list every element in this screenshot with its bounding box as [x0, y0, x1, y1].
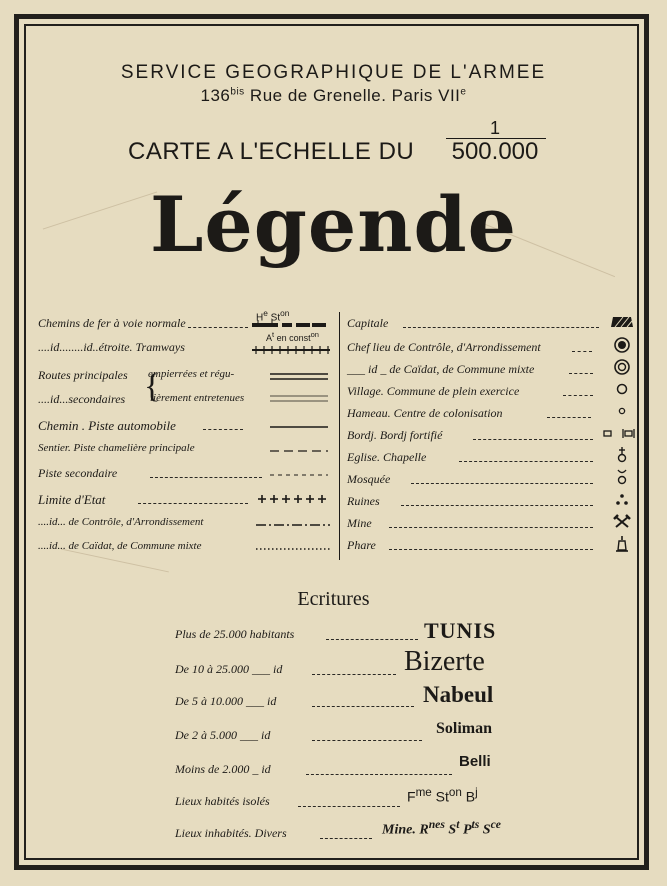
road-main-icon [270, 372, 330, 382]
service-name: SERVICE GEOGRAPHIQUE DE L'ARMEE [120, 62, 547, 83]
town-sample-isolated: $F^{me}$ $St^{on}$ $B^j$ [407, 786, 478, 805]
legend-row-lighthouse [347, 534, 637, 556]
town-sample-divers: Mine. $R^{nes}$ $S^t$ $P^{ts}$ $S^{ce}$ [382, 818, 501, 838]
camel-track-icon [270, 448, 330, 454]
town-sample-belli: Belli [459, 753, 491, 770]
legend-row-village [347, 380, 637, 402]
leader-dashes [326, 639, 418, 640]
ecritures-label: Plus de 25.000 habitants [175, 627, 295, 641]
legend-label: Phare [347, 538, 376, 552]
road-secondary-icon [270, 394, 330, 404]
legend-label: ....id...secondaires [38, 392, 126, 406]
legend-label: Limite d'Etat [38, 492, 106, 507]
leader-dots [459, 461, 593, 462]
legend-label: Capitale [347, 316, 389, 330]
legend-label: Sentier. Piste chamelière principale [38, 442, 195, 454]
legend-row-caidat-town [347, 358, 637, 380]
legend-label: Chef lieu de Contrôle, d'Arrondissement [347, 340, 541, 354]
service-address: $136^{bis}$ Rue de Grenelle. Paris VIIe [200, 86, 467, 105]
legend-row-church [347, 446, 637, 468]
ecritures-label: De 10 à 25.000 ___ id [175, 662, 283, 676]
ruins-icon [614, 493, 630, 507]
scale-numerator: 1 [489, 118, 500, 138]
legend-label: Ruines [347, 494, 380, 508]
leader-dots [563, 395, 593, 396]
legend-row-district-border [38, 512, 333, 534]
construction-note: $A^t$ en const$^{on}$ [266, 330, 319, 343]
legend-label: Eglise. Chapelle [347, 450, 427, 464]
scale-denominator: 500.000 [451, 138, 539, 165]
leader-dots [188, 327, 248, 328]
leader-dots [389, 527, 593, 528]
legend-label: ....id... de Contrôle, d'Arrondissement [38, 516, 204, 528]
legend-label: Hameau. Centre de colonisation [347, 406, 503, 420]
legend-title: Légende [149, 180, 518, 269]
brace-glyph: { [144, 368, 161, 405]
legend-label: Chemins de fer à voie normale [38, 316, 186, 330]
legend-row-mine [347, 512, 637, 534]
lighthouse-icon [616, 535, 628, 553]
leader-dashes [312, 674, 396, 675]
ecritures-label: Lieux inhabités. Divers [175, 826, 287, 840]
chief-town-icon [613, 336, 631, 354]
secondary-track-icon [270, 472, 330, 478]
legend-row-chief-town [347, 336, 637, 358]
district-border-icon [256, 522, 332, 528]
leader-dashes [298, 806, 400, 807]
hamlet-icon [617, 406, 627, 416]
scale-label: CARTE A L'ECHELLE DU [128, 138, 415, 165]
church-icon [615, 446, 629, 464]
legend-row-hamlet [347, 402, 637, 424]
leader-dots [473, 439, 593, 440]
legend-label: Routes principales [38, 368, 128, 382]
leader-dashes [320, 838, 372, 839]
town-sample-tunis: TUNIS [424, 618, 497, 643]
town-sample-soliman: Soliman [436, 720, 493, 737]
road-brace-text: empierrées et régu- [148, 368, 235, 380]
mosque-icon [615, 468, 629, 486]
legend-row-bordj [347, 424, 637, 446]
legend-label: Mosquée [347, 472, 391, 486]
legend-row-secondary-track [38, 462, 333, 484]
leader-dots [403, 327, 599, 328]
town-sample-nabeul: Nabeul [423, 682, 494, 707]
leader-dots [572, 351, 592, 352]
village-icon [615, 382, 629, 396]
legend-row-main-road [38, 364, 333, 386]
capital-icon [609, 314, 635, 330]
legend-row-state-border [38, 488, 333, 510]
bordj-icon [603, 428, 637, 440]
legend-label: Bordj. Bordj fortifié [347, 428, 443, 442]
legend-row-mosque [347, 468, 637, 490]
leader-dots [547, 417, 591, 418]
legend-row-camel-track [38, 438, 333, 460]
ecritures-label: Moins de 2.000 _ id [175, 762, 271, 776]
caidat-border-icon [256, 546, 332, 552]
ecritures-label: De 5 à 10.000 ___ id [175, 694, 277, 708]
legend-label: Mine [347, 516, 372, 530]
leader-dashes [312, 740, 422, 741]
legend-row-capital [347, 312, 637, 334]
leader-dots [569, 373, 593, 374]
legend-row-track [38, 414, 333, 436]
ecritures-title: Ecritures [297, 588, 370, 610]
legend-label: Piste secondaire [38, 466, 118, 480]
tramway-icon [252, 344, 332, 356]
legend-row-secondary-road [38, 388, 333, 410]
legend-label: ....id... de Caïdat, de Commune mixte [38, 540, 202, 552]
state-border-icon [256, 492, 332, 506]
town-sample-bizerte: Bizerte [404, 646, 485, 677]
leader-dashes [306, 774, 452, 775]
column-divider [339, 312, 340, 560]
ecritures-label: Lieux habités isolés [175, 794, 270, 808]
caidat-town-icon [613, 358, 631, 376]
ecritures-label: De 2 à 5.000 ___ id [175, 728, 271, 742]
leader-dots [389, 549, 593, 550]
leader-dots [150, 477, 262, 478]
legend-row-ruins [347, 490, 637, 512]
station-note: $H^e$ $St^{on}$ [256, 308, 290, 324]
legend-label: ___ id _ de Caïdat, de Commune mixte [347, 362, 535, 376]
legend-label: Chemin . Piste automobile [38, 418, 176, 433]
legend-row-caidat-border [38, 536, 333, 558]
road-brace-text: lièrement entretenues [150, 392, 245, 404]
leader-dots [401, 505, 593, 506]
leader-dots [138, 503, 248, 504]
leader-dots [411, 483, 593, 484]
mine-icon [613, 514, 631, 530]
legend-label: Village. Commune de plein exercice [347, 384, 520, 398]
leader-dots [203, 429, 243, 430]
leader-dashes [312, 706, 414, 707]
track-icon [270, 424, 330, 430]
legend-row-tramway [38, 330, 333, 358]
legend-label: ....id........id..étroite. Tramways [38, 340, 185, 354]
